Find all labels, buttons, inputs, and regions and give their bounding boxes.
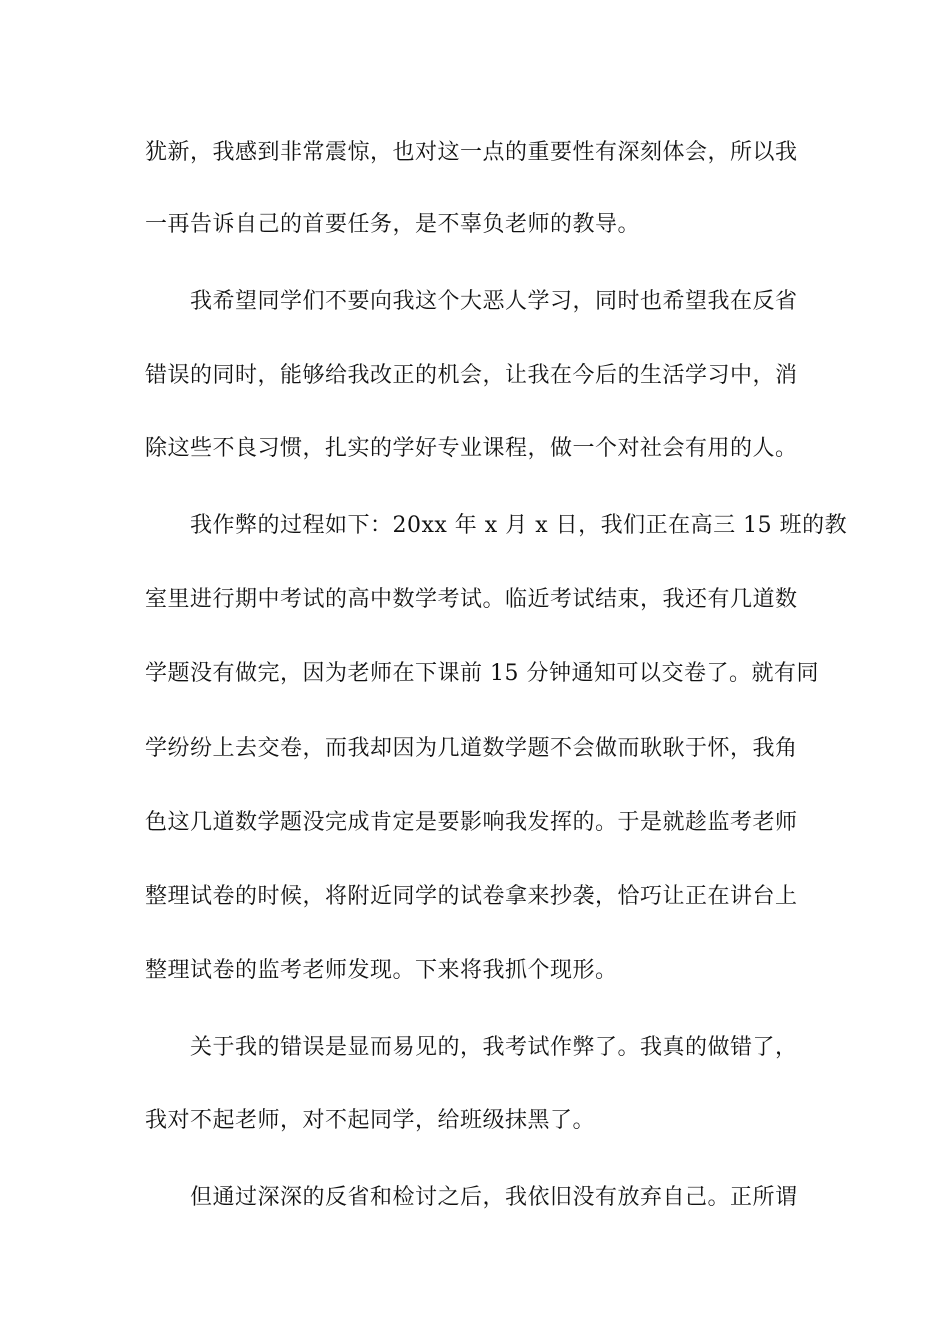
text-line: 学纷纷上去交卷，而我却因为几道数学题不会做而耿耿于怀，我角 (145, 736, 798, 761)
text-line: 学题没有做完，因为老师在下课前 15 分钟通知可以交卷了。就有同 (145, 661, 819, 686)
text-line: 除这些不良习惯，扎实的学好专业课程，做一个对社会有用的人。 (145, 436, 798, 461)
text-line: 室里进行期中考试的高中数学考试。临近考试结束，我还有几道数 (145, 587, 798, 612)
text-line: 我对不起老师，对不起同学，给班级抹黑了。 (145, 1108, 596, 1133)
paragraph-first-line: 但通过深深的反省和检讨之后，我依旧没有放弃自己。正所谓 (190, 1185, 798, 1210)
text-line: 犹新，我感到非常震惊，也对这一点的重要性有深刻体会，所以我 (145, 140, 798, 165)
text-line: 整理试卷的时候，将附近同学的试卷拿来抄袭，恰巧让正在讲台上 (145, 884, 798, 909)
text-line: 一再告诉自己的首要任务，是不辜负老师的教导。 (145, 212, 641, 237)
text-line: 错误的同时，能够给我改正的机会，让我在今后的生活学习中，消 (145, 363, 798, 388)
text-line: 色这几道数学题没完成肯定是要影响我发挥的。于是就趁监考老师 (145, 810, 798, 835)
paragraph-first-line: 关于我的错误是显而易见的，我考试作弊了。我真的做错了， (190, 1035, 798, 1060)
paragraph-first-line: 我作弊的过程如下：20xx 年 x 月 x 日，我们正在高三 15 班的教 (190, 513, 848, 538)
text-line: 整理试卷的监考老师发现。下来将我抓个现形。 (145, 958, 618, 983)
paragraph-first-line: 我希望同学们不要向我这个大恶人学习，同时也希望我在反省 (190, 289, 798, 314)
